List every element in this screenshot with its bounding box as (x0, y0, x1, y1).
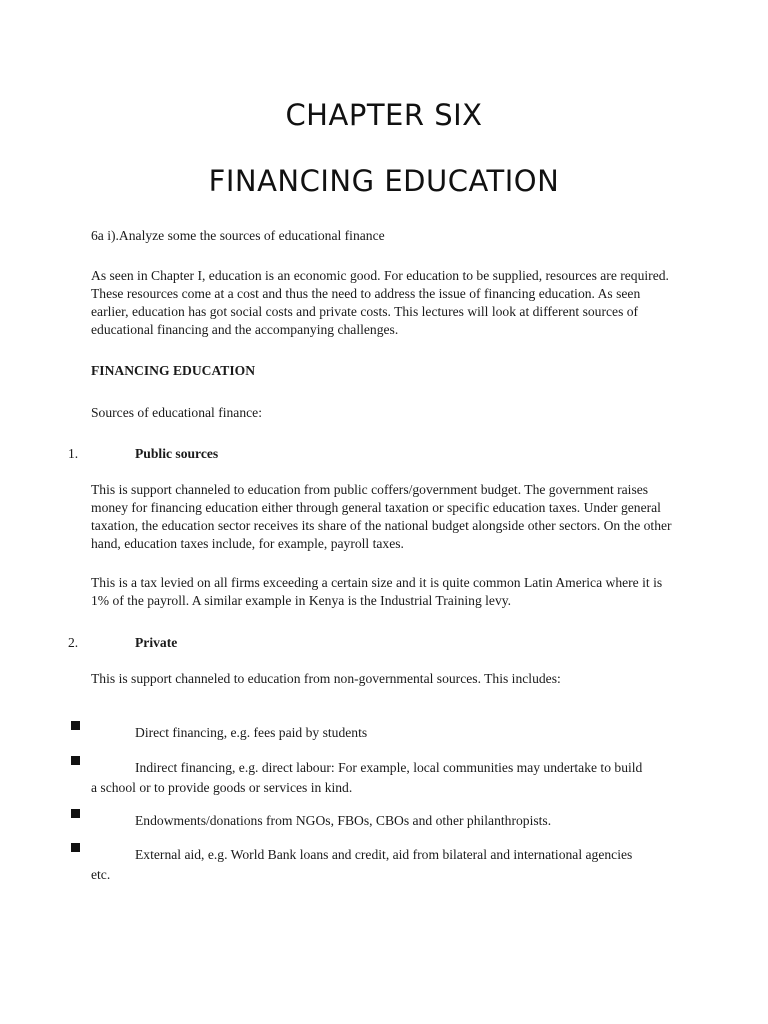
bullet-item: External aid, e.g. World Bank loans and credit, aid from bilateral and international agencies etc. (91, 847, 633, 882)
bullet-square-icon (71, 756, 80, 765)
section-heading: FINANCING EDUCATION (91, 363, 256, 378)
bullet-square-icon (71, 809, 80, 818)
chapter-title: CHAPTER SIX (285, 98, 483, 132)
bullet-item: Indirect financing, e.g. direct labour: For example, local communities may undertake to build a school or to provide goods or services in kind. (91, 760, 643, 795)
section-2-number: 2. (68, 635, 79, 650)
objective-text: 6a i).Analyze some the sources of educational finance (91, 228, 385, 243)
public-sources-paragraph-1: This is support channeled to education from public coffers/government budget. The government raises money for financing education either through general taxation or specific education taxes. Under general taxation, the education sector receives its share of the national budget alongside other sectors. On the other hand, education taxes include, for example, payroll taxes. (91, 482, 672, 551)
intro-paragraph: As seen in Chapter I, education is an economic good. For education to be supplied, resources are required. These resources come at a cost and thus the need to address the issue of financing education. As seen earlier, education has got social costs and private costs. This lectures will look at different sources of educational financing and the accompanying challenges. (91, 268, 669, 337)
private-paragraph-1: This is support channeled to education from non-governmental sources. This includes: (91, 671, 561, 686)
bullet-square-icon (71, 843, 80, 852)
bullet-item: Direct financing, e.g. fees paid by students (135, 725, 368, 740)
section-2-label: Private (135, 635, 178, 650)
public-sources-paragraph-2: This is a tax levied on all firms exceeding a certain size and it is quite common Latin America where it is 1% of the payroll. A similar example in Kenya is the Industrial Training levy. (91, 575, 663, 608)
section-1-number: 1. (68, 446, 79, 461)
sources-intro: Sources of educational finance: (91, 405, 262, 420)
bullet-item: Endowments/donations from NGOs, FBOs, CBOs and other philanthropists. (135, 813, 552, 828)
bullet-square-icon (71, 721, 80, 730)
section-1-label: Public sources (135, 446, 219, 461)
main-title: FINANCING EDUCATION (208, 164, 560, 198)
